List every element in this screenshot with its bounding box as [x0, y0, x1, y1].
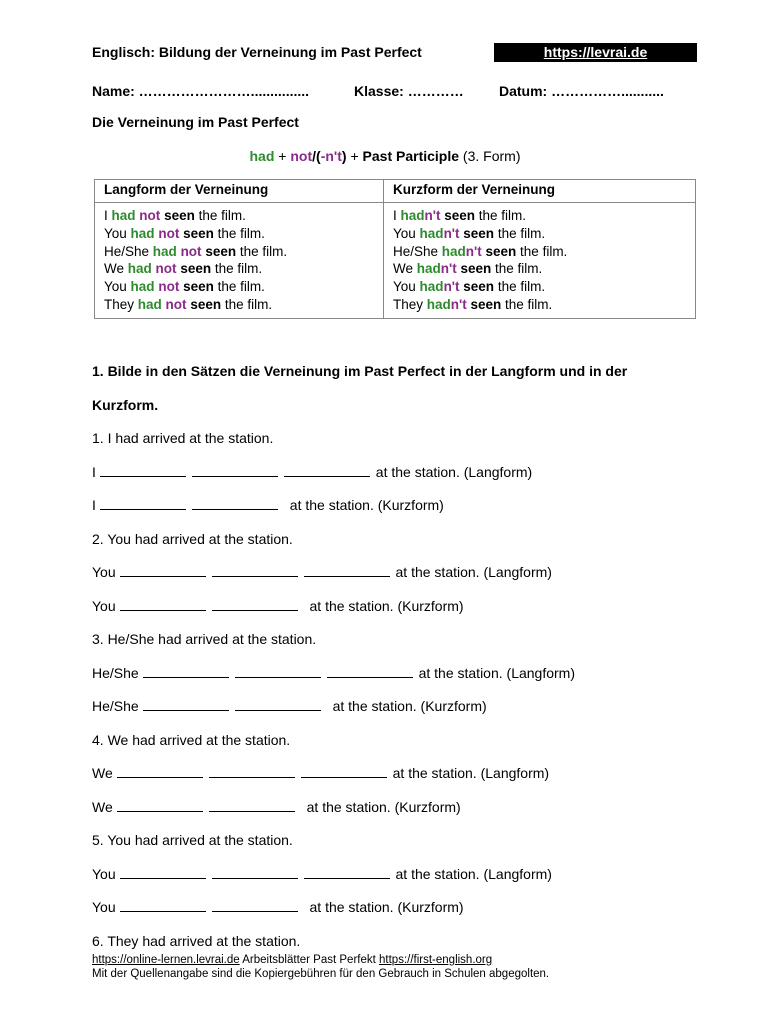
sentence-negation: not [155, 261, 177, 277]
exercise-question: 2. You had arrived at the station. [92, 530, 293, 547]
sentence-line [393, 243, 686, 261]
sentence-verb: seen [444, 208, 476, 223]
sentence-line [393, 225, 686, 243]
sentence-line [104, 243, 374, 261]
exercise-question: 5. You had arrived at the station. [92, 832, 293, 849]
answer-line-short [92, 899, 464, 915]
answer-subject: You [92, 597, 116, 614]
datum-field[interactable]: Datum: ……………........... [499, 83, 664, 99]
sentence-subject: He/She [393, 243, 442, 259]
answer-suffix: at the station. (Kurzform) [306, 798, 461, 815]
sentence-subject: You [104, 225, 131, 241]
exercise-question: 4. We had arrived at the station. [92, 731, 291, 748]
answer-blank[interactable] [120, 866, 206, 879]
answer-suffix: at the station. (Kurzform) [289, 497, 444, 513]
answer-blank[interactable] [327, 665, 413, 678]
answer-blank[interactable] [301, 765, 387, 778]
answer-suffix: at the station. (Langform) [395, 865, 552, 882]
formula-form-note: (3. Form) [459, 148, 521, 164]
sentence-aux: had [137, 296, 162, 312]
sentence-verb: seen [463, 279, 495, 295]
sentence-line [393, 296, 686, 314]
answer-subject: You [92, 865, 116, 882]
table-header-row [95, 180, 696, 203]
answer-line-long [92, 665, 575, 681]
sentence-negation: n't [440, 261, 457, 277]
sentence-aux: had [152, 243, 177, 259]
sentence-subject: You [393, 279, 420, 295]
sentence-verb: seen [190, 296, 222, 312]
answer-subject: We [92, 798, 113, 815]
short-form-cell [384, 203, 696, 319]
answer-blank[interactable] [209, 765, 295, 778]
answer-line-short [92, 497, 444, 513]
answer-blank[interactable] [304, 564, 390, 577]
sentence-verb: seen [485, 243, 517, 259]
sentence-subject: I [104, 208, 112, 223]
sentence-rest: the film. [213, 279, 265, 295]
answer-subject: You [92, 899, 116, 916]
sentence-negation: not [165, 296, 187, 312]
sentence-aux: had [426, 296, 451, 312]
exercise-question: 3. He/She had arrived at the station. [92, 631, 317, 648]
sentence-line [104, 296, 374, 314]
sentence-subject: We [104, 261, 128, 277]
sentence-line [104, 278, 374, 296]
sentence-rest: the film. [221, 296, 273, 312]
answer-blank[interactable] [212, 866, 298, 879]
sentence-aux: had [441, 243, 466, 259]
answer-line-short [92, 698, 487, 714]
sentence-rest: the film. [213, 225, 265, 241]
sentence-subject: He/She [104, 243, 153, 259]
sentence-subject: They [104, 296, 138, 312]
sentence-verb: seen [164, 208, 195, 223]
answer-blank[interactable] [192, 464, 278, 477]
exercise-question: 1. I had arrived at the station. [92, 430, 274, 446]
task-title-line1: 1. Bilde in den Sätzen die Verneinung im Past Perfect in der Langform und in der [92, 363, 628, 379]
answer-suffix: at the station. (Langform) [392, 765, 550, 782]
sentence-rest: the film. [211, 261, 263, 277]
sentence-verb: seen [460, 261, 492, 277]
formula-not: not [290, 148, 313, 164]
table-header: Kurzform der Verneinung [384, 180, 696, 203]
formula-close: ) [341, 148, 347, 164]
answer-line-long [92, 866, 552, 882]
answer-blank[interactable] [212, 598, 298, 611]
answer-blank[interactable] [209, 799, 295, 812]
formula-plus: + [346, 148, 363, 164]
sentence-rest: the film. [494, 225, 546, 241]
sentence-rest: the film. [194, 208, 246, 223]
sentence-rest: the film. [494, 279, 546, 295]
sentence-aux: had [419, 279, 444, 295]
answer-suffix: at the station. (Kurzform) [309, 899, 464, 916]
sentence-verb: seen [463, 225, 495, 241]
answer-blank[interactable] [212, 564, 298, 577]
sentence-subject: You [104, 279, 131, 295]
sentence-aux: had [400, 208, 425, 223]
answer-blank[interactable] [143, 698, 229, 711]
sentence-rest: the film. [236, 243, 288, 259]
footer-link-first-english[interactable]: https://first-english.org [379, 954, 493, 966]
sentence-aux: had [127, 261, 152, 277]
header-link[interactable]: https://levrai.de [494, 43, 697, 62]
footer-link-levrai[interactable]: https://online-lernen.levrai.de [92, 954, 240, 966]
sentence-subject: I [393, 208, 401, 223]
answer-blank[interactable] [117, 799, 203, 812]
footer-copyright-note: Mit der Quellenangabe sind die Kopiergebühren für den Gebrauch in Schulen abgegolten. [92, 968, 550, 980]
answer-blank[interactable] [284, 464, 370, 477]
sentence-line [104, 207, 374, 225]
answer-blank[interactable] [100, 497, 186, 510]
klasse-field[interactable]: Klasse: ………… [354, 83, 464, 99]
answer-subject: He/She [92, 698, 139, 715]
sentence-rest: the film. [501, 296, 553, 312]
task-title-line2: Kurzform. [92, 397, 159, 413]
sentence-rest: the film. [475, 208, 527, 223]
answer-blank[interactable] [100, 464, 186, 477]
sentence-subject: We [393, 261, 417, 277]
answer-blank[interactable] [212, 899, 298, 912]
worksheet-title: Englisch: Bildung der Verneinung im Past Perfect [92, 44, 422, 60]
answer-blank[interactable] [235, 665, 321, 678]
answer-suffix: at the station. (Langform) [418, 664, 576, 681]
sentence-subject: You [393, 225, 420, 241]
answer-line-short [92, 799, 461, 815]
formula-past-participle: Past Participle [362, 148, 460, 164]
answer-blank[interactable] [120, 598, 206, 611]
sentence-verb: seen [205, 243, 237, 259]
sentence-negation: not [158, 225, 180, 241]
sentence-line [393, 207, 686, 225]
answer-subject: I [92, 497, 96, 513]
formula [0, 148, 770, 164]
answer-blank[interactable] [143, 665, 229, 678]
sentence-verb: seen [470, 296, 502, 312]
table-row [95, 203, 696, 319]
table-header: Langform der Verneinung [95, 180, 384, 203]
sentence-line [104, 260, 374, 278]
sentence-rest: the film. [491, 261, 543, 277]
answer-suffix: at the station. (Langform) [375, 463, 533, 480]
footer-text: Arbeitsblätter Past Perfekt [239, 954, 380, 966]
answer-blank[interactable] [192, 497, 278, 510]
footer [92, 953, 549, 981]
answer-suffix: at the station. (Kurzform) [309, 597, 464, 614]
answer-subject: You [92, 564, 116, 581]
sentence-line [104, 225, 374, 243]
answer-line-long [92, 765, 549, 781]
sentence-line [393, 260, 686, 278]
formula-had: had [249, 148, 275, 164]
answer-line-short [92, 598, 464, 614]
sentence-aux: had [419, 225, 444, 241]
answer-line-long [92, 464, 532, 480]
sentence-aux: had [416, 261, 441, 277]
sentence-negation: not [158, 279, 180, 295]
sentence-negation: n't [443, 279, 460, 295]
sentence-rest: the film. [516, 243, 568, 259]
long-form-cell [95, 203, 384, 319]
answer-subject: He/She [92, 664, 139, 681]
sentence-aux: had [130, 225, 155, 241]
sentence-negation: not [180, 243, 202, 259]
sentence-verb: seen [183, 225, 214, 241]
formula-nt: -n't [320, 148, 342, 164]
answer-subject: I [92, 463, 96, 480]
name-field[interactable]: Name: ……………………............... [92, 83, 310, 99]
sentence-negation: n't [424, 208, 441, 223]
sentence-negation: n't [465, 243, 482, 259]
sentence-negation: n't [450, 296, 467, 312]
sentence-line [393, 278, 686, 296]
answer-suffix: at the station. (Langform) [395, 564, 552, 581]
exercise-question: 6. They had arrived at the station. [92, 933, 301, 949]
answer-blank[interactable] [235, 698, 321, 711]
sentence-aux: had [111, 208, 136, 223]
formula-plus: + [274, 148, 291, 164]
answer-subject: We [92, 765, 113, 782]
sentence-subject: They [393, 296, 427, 312]
negation-table [94, 179, 696, 319]
sentence-aux: had [130, 279, 155, 295]
sentence-verb: seen [183, 279, 214, 295]
sentence-verb: seen [180, 261, 212, 277]
sentence-negation: not [139, 208, 161, 223]
answer-blank[interactable] [117, 765, 203, 778]
sentence-negation: n't [443, 225, 460, 241]
answer-line-long [92, 564, 552, 580]
answer-suffix: at the station. (Kurzform) [332, 698, 487, 715]
answer-blank[interactable] [120, 564, 206, 577]
formula-slash: /( [312, 148, 321, 164]
answer-blank[interactable] [304, 866, 390, 879]
section-subtitle: Die Verneinung im Past Perfect [92, 114, 299, 130]
answer-blank[interactable] [120, 899, 206, 912]
